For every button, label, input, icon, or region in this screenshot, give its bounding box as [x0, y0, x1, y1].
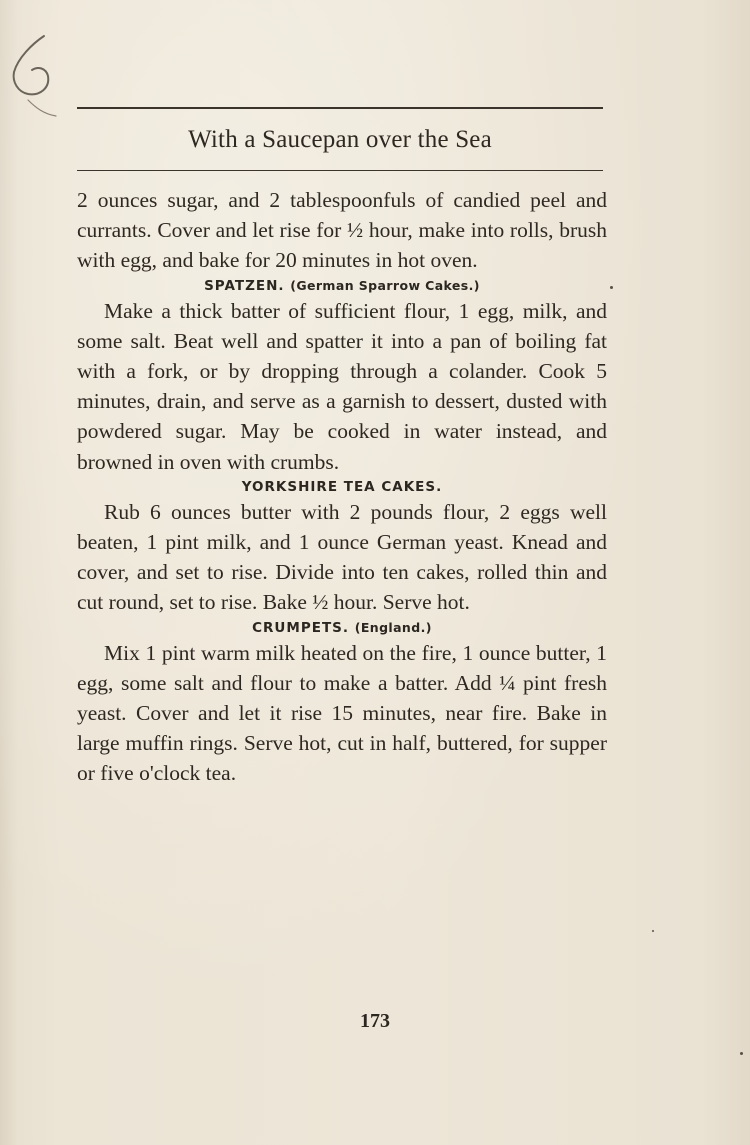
paper-speck — [652, 930, 654, 932]
running-head: With a Saucepan over the Sea — [188, 126, 492, 153]
recipe-title: CRUMPETS. — [252, 619, 350, 636]
header-rule-top — [77, 107, 603, 109]
recipe-body-crumpets: Mix 1 pint warm milk heated on the fire, 1 ounce butter, 1 egg, some salt and flour to make a batter. Add ¼ pint fresh yeast. Cover and let it rise 15 minutes, near fire. Bake in large muffin rings. Serve hot, cut in half, buttered, for supper or five o'clock tea. — [77, 640, 607, 786]
recipe-subtitle: (England.) — [354, 619, 432, 635]
paper-speck — [610, 286, 613, 289]
recipe-body-yorkshire-tea-cakes: Rub 6 ounces butter with 2 pounds flour, 2 eggs well beaten, 1 pint milk, and 1 ounce German yeast. Knead and cover, and set to rise. Divide into ten cakes, rolled thin and cut round, set to rise. Bake ½ hour. Serve hot. — [77, 499, 607, 615]
paper-speck — [740, 1052, 743, 1055]
recipe-title: YORKSHIRE TEA CAKES. — [241, 478, 443, 495]
page-number: 173 — [360, 1010, 390, 1032]
page-body — [77, 185, 607, 789]
recipe-title: SPATZEN. — [204, 277, 285, 294]
recipe-heading-spatzen — [77, 276, 607, 296]
recipe-subtitle: (German Sparrow Cakes.) — [290, 277, 480, 293]
intro-paragraph: 2 ounces sugar, and 2 tablespoonfuls of candied peel and currants. Cover and let rise for ½ hour, make into rolls, brush with egg, and bake for 20 minutes in hot oven. — [77, 188, 607, 273]
recipe-heading-yorkshire-tea-cakes — [77, 477, 607, 497]
recipe-body-spatzen: Make a thick batter of sufficient flour, 1 egg, milk, and some salt. Beat well and spatter it into a pan of boiling fat with a fork, or by dropping through a colander. Cook 5 minutes, drain, and serve as a garnish to dessert, dusted with powdered sugar. May be cooked in water instead, and browned in oven with crumbs. — [77, 298, 607, 474]
recipe-heading-crumpets — [77, 618, 607, 638]
pencil-mark-icon — [4, 30, 74, 130]
header-rule-bottom — [77, 170, 603, 171]
